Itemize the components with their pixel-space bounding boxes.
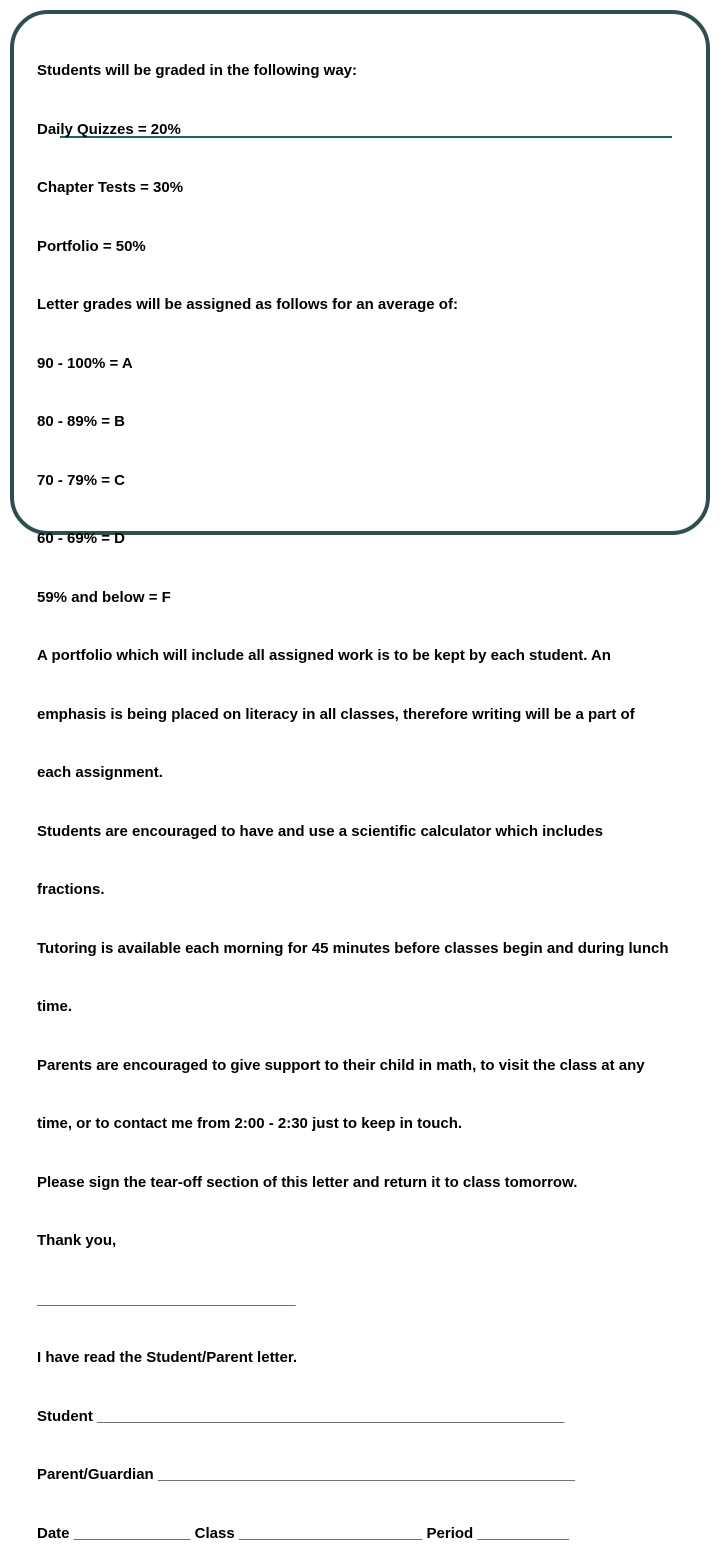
student-signature-field: Student ________________________________________________________ xyxy=(37,1407,565,1425)
letter-grades-heading: Letter grades will be assigned as follows for an average of: xyxy=(37,296,458,313)
portfolio-paragraph-line-1: A portfolio which will include all assigned work is to be kept by each student. An xyxy=(37,647,611,664)
tutoring-paragraph-line-1: Tutoring is available each morning for 45 minutes before classes begin and during lunch xyxy=(37,939,669,957)
closing-thank-you: Thank you, xyxy=(37,1232,117,1249)
signature-line: _______________________________ xyxy=(37,1290,296,1308)
calculator-paragraph-line-2: fractions. xyxy=(37,881,105,898)
portfolio-paragraph-line-2: emphasis is being placed on literacy in all classes, therefore writing will be a part of xyxy=(37,705,635,723)
daily-quizzes-weight: Daily Quizzes = 20% xyxy=(37,120,181,138)
acknowledgement-statement: I have read the Student/Parent letter. xyxy=(37,1349,298,1366)
portfolio-paragraph-line-3: each assignment. xyxy=(37,764,163,781)
tutoring-paragraph-line-2: time. xyxy=(37,998,73,1015)
grade-a: 90 - 100% = A xyxy=(37,354,133,372)
parent-guardian-signature-field: Parent/Guardian __________________________________________________ xyxy=(37,1466,575,1483)
portfolio-weight: Portfolio = 50% xyxy=(37,237,146,255)
grading-heading: Students will be graded in the following way: xyxy=(37,62,358,79)
parents-paragraph-line-2: time, or to contact me from 2:00 - 2:30 just to keep in touch. xyxy=(37,1115,463,1132)
calculator-paragraph-line-1: Students are encouraged to have and use a scientific calculator which includes xyxy=(37,822,603,840)
grade-f: 59% and below = F xyxy=(37,588,171,606)
chapter-tests-weight: Chapter Tests = 30% xyxy=(37,179,184,196)
grade-d: 60 - 69% = D xyxy=(37,530,125,547)
tear-off-instruction: Please sign the tear-off section of this letter and return it to class tomorrow. xyxy=(37,1173,578,1191)
grade-c: 70 - 79% = C xyxy=(37,471,125,489)
grade-b: 80 - 89% = B xyxy=(37,413,125,430)
parents-paragraph-line-1: Parents are encouraged to give support to their child in math, to visit the class at any xyxy=(37,1056,645,1074)
letter-body xyxy=(37,22,727,1563)
date-class-period-fields: Date ______________ Class ______________________ Period ___________ xyxy=(37,1524,570,1542)
